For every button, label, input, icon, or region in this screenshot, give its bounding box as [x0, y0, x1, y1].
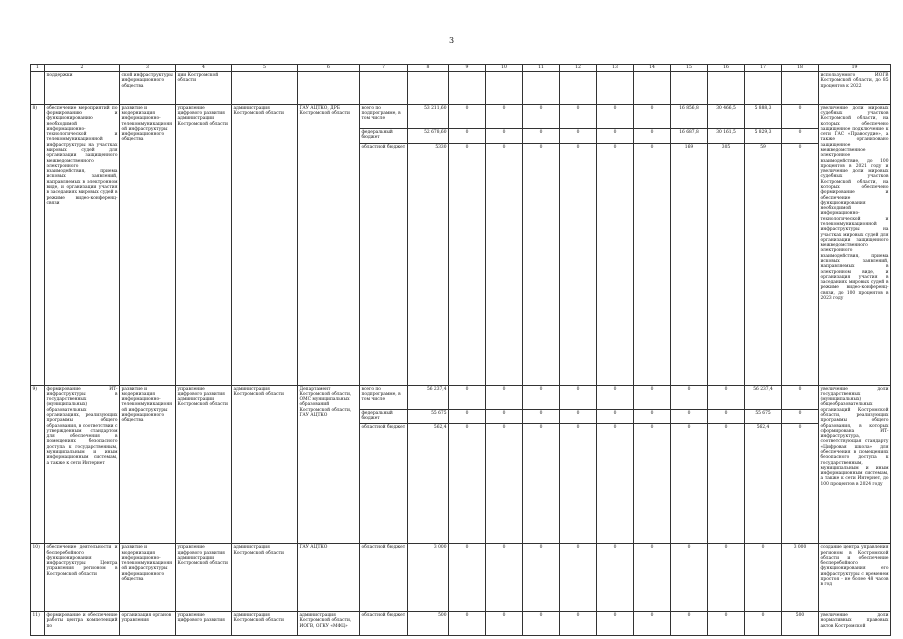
- year-value-cell: 5 888,3: [745, 104, 782, 128]
- year-value-cell: 0: [634, 143, 671, 385]
- funding-source-cell: всего по подпрограмме, в том числе: [360, 385, 408, 409]
- year-value-cell: 0: [634, 544, 671, 612]
- year-value-cell: 0: [449, 611, 486, 635]
- funding-source-cell: федеральный бюджет: [360, 128, 408, 143]
- table-row-continuation: [31, 72, 891, 105]
- year-value-cell: 0: [486, 143, 523, 385]
- column-number: 4: [176, 65, 232, 72]
- year-value-cell: 0: [708, 409, 745, 424]
- column-number: 3: [120, 65, 176, 72]
- result-cell: создание центра управления регионом в Костромской области и обеспечение бесперебойного функционирования его инфраструктуры с временем простоя - не более 48 часов в год: [819, 544, 891, 612]
- year-value-cell: 0: [449, 424, 486, 544]
- year-value-cell: 0: [560, 424, 597, 544]
- year-value-cell: 0: [523, 611, 560, 635]
- executor-cell: ГАУ АЦТКО, ДРБ Костромской области: [298, 104, 360, 385]
- year-value-cell: 0: [486, 409, 523, 424]
- year-value-cell: 16 687,8: [671, 128, 708, 143]
- year-value-cell: 0: [634, 424, 671, 544]
- year-value-cell: 0: [671, 611, 708, 635]
- responsible-cell: управление цифрового развития администрации Костромской области: [176, 544, 232, 612]
- responsible-cell: управление цифрового развития администрации Костромской области: [176, 385, 232, 544]
- year-value-cell: 0: [560, 409, 597, 424]
- administrator-cell: администрация Костромской области: [232, 385, 298, 544]
- measure-name-cell: формирование ИТ-инфраструктуры в государственных (муниципальных) образовательных организациях, реализующих программы общего образования, в соответствии с утвержденным стандартом для обеспечения в помещениях безопасного доступа к государственным, муниципальным и иным информационным системам, а также к сети Интернет: [45, 385, 120, 544]
- year-value-cell: 0: [634, 409, 671, 424]
- result-cell: увеличение доли нормативных правовых актов Костромской: [819, 611, 891, 635]
- measure-name-cell: формирование и обеспечение работы центра компетенций по: [45, 611, 120, 635]
- table-row: [31, 611, 891, 635]
- year-value-cell: 0: [560, 104, 597, 128]
- year-value-cell: 0: [523, 385, 560, 409]
- total-cell: 53 211,60: [408, 104, 449, 128]
- year-value-cell: 0: [560, 611, 597, 635]
- year-value-cell: 0: [449, 544, 486, 612]
- column-number: 13: [597, 65, 634, 72]
- year-value-cell: 0: [486, 104, 523, 128]
- year-value-cell: 0: [671, 409, 708, 424]
- row-number: 8): [31, 104, 45, 385]
- year-value-cell: 0: [486, 128, 523, 143]
- year-value-cell: 0: [449, 104, 486, 128]
- year-value-cell: 0: [486, 544, 523, 612]
- year-value-cell: 0: [597, 128, 634, 143]
- column-number: 14: [634, 65, 671, 72]
- year-value-cell: 0: [708, 544, 745, 612]
- year-value-cell: 0: [634, 128, 671, 143]
- year-value-cell: 0: [486, 385, 523, 409]
- year-value-cell: 305: [708, 143, 745, 385]
- year-value-cell: 0: [634, 611, 671, 635]
- column-number: 1: [31, 65, 45, 72]
- year-value-cell: 0: [782, 409, 819, 424]
- task-cell: организация органов управления: [120, 611, 176, 635]
- year-value-cell: 0: [523, 424, 560, 544]
- year-value-cell: 0: [597, 143, 634, 385]
- row-number: 11): [31, 611, 45, 635]
- funding-source-cell: областной бюджет: [360, 424, 408, 544]
- total-cell: 562,4: [408, 424, 449, 544]
- year-value-cell: 0: [560, 143, 597, 385]
- table-row: [31, 104, 891, 128]
- year-value-cell: 0: [597, 544, 634, 612]
- year-value-cell: 0: [449, 128, 486, 143]
- responsible-cell: ции Костромской области: [176, 72, 232, 105]
- column-number: 10: [486, 65, 523, 72]
- year-value-cell: 0: [708, 385, 745, 409]
- column-number: 8: [408, 65, 449, 72]
- administrator-cell: администрация Костромской области: [232, 544, 298, 612]
- year-value-cell: 0: [523, 409, 560, 424]
- year-value-cell: 0: [782, 104, 819, 128]
- funding-source-cell: областной бюджет: [360, 544, 408, 612]
- page-number: 3: [448, 36, 455, 45]
- year-value-cell: 0: [671, 424, 708, 544]
- table-row: [31, 385, 891, 409]
- year-value-cell: 3 000: [782, 544, 819, 612]
- year-value-cell: 0: [745, 544, 782, 612]
- total-cell: 5330: [408, 143, 449, 385]
- task-cell: развитие и модернизация информационно-телекоммуникационной инфраструктуры информационного общества: [120, 385, 176, 544]
- result-cell: увеличение доли государственных (муниципальных) общеобразовательных организаций Костромской области, реализующих программы общего образования, в которых сформирована ИТ-инфраструктура, соответствующая стандарту «Цифровая школа» для обеспечения в помещениях безопасного доступа к государственным, муниципальным и иным информационным системам, а также к сети Интернет, до 100 процентов в 2024 году: [819, 385, 891, 544]
- measure-name-cell: поддержки: [45, 72, 120, 105]
- responsible-cell: управление цифрового развития администрации Костромской области: [176, 104, 232, 385]
- row-number: 9): [31, 385, 45, 544]
- year-value-cell: 30 161,5: [708, 128, 745, 143]
- funding-source-cell: областной бюджет: [360, 611, 408, 635]
- year-value-cell: 0: [671, 544, 708, 612]
- result-cell: используемого ИОГВ Костромской области, до 85 процентов к 2022: [819, 72, 891, 105]
- year-value-cell: 0: [634, 385, 671, 409]
- year-value-cell: 0: [782, 128, 819, 143]
- column-number: 2: [45, 65, 120, 72]
- column-number-row: [31, 65, 891, 72]
- year-value-cell: 0: [523, 544, 560, 612]
- year-value-cell: 0: [449, 385, 486, 409]
- year-value-cell: 0: [782, 385, 819, 409]
- administrator-cell: администрация Костромской области: [232, 611, 298, 635]
- result-cell: увеличение доли мировых судебных участков Костромской области, на которых обеспечено защищенное подключение к сети ГАС «Правосудие», а также организовано защищенное межведомственное электронное взаимодействие, до 100 процентов в 2021 году и увеличение доли мировых судебных участков Костромской области, на которых обеспечено формирование и обеспечение функционирования необходимой информационно-технологической и телекоммуникационной инфраструктуры на участках мировых судей для организации защищенного межведомственного электронного взаимодействия, приема исковых заявлений, направляемых в электронном виде, и организация участия в заседаниях мировых судей в режиме видео-конференц-связи, до 100 процентов в 2023 году: [819, 104, 891, 385]
- year-value-cell: 59: [745, 143, 782, 385]
- row-number: 10): [31, 544, 45, 612]
- year-value-cell: 0: [486, 611, 523, 635]
- column-number: 17: [745, 65, 782, 72]
- year-value-cell: 0: [449, 409, 486, 424]
- executor-cell: ГАУ АЦТКО: [298, 544, 360, 612]
- total-cell: 500: [408, 611, 449, 635]
- year-value-cell: 562,4: [745, 424, 782, 544]
- year-value-cell: 0: [597, 424, 634, 544]
- year-value-cell: 0: [560, 128, 597, 143]
- year-value-cell: 0: [708, 424, 745, 544]
- column-number: 6: [298, 65, 360, 72]
- year-value-cell: 30 466,5: [708, 104, 745, 128]
- program-table: [30, 64, 891, 636]
- responsible-cell: управление цифрового развития: [176, 611, 232, 635]
- year-value-cell: 0: [560, 544, 597, 612]
- year-value-cell: 0: [671, 385, 708, 409]
- funding-source-cell: федеральный бюджет: [360, 409, 408, 424]
- year-value-cell: 16 856,8: [671, 104, 708, 128]
- task-cell: ской инфраструктуры информационного общества: [120, 72, 176, 105]
- year-value-cell: 0: [486, 424, 523, 544]
- year-value-cell: 0: [449, 143, 486, 385]
- executor-cell: Департамент Костромской области, ОМС муниципальных образований Костромской области, ГАУ АЦТКО: [298, 385, 360, 544]
- year-value-cell: 0: [597, 611, 634, 635]
- measure-name-cell: обеспечение деятельности и бесперебойного функционирования инфраструктуры Центра управления регионом в Костромской области: [45, 544, 120, 612]
- year-value-cell: 169: [671, 143, 708, 385]
- column-number: 11: [523, 65, 560, 72]
- funding-source-cell: всего по подпрограмме, в том числе: [360, 104, 408, 128]
- year-value-cell: 0: [523, 128, 560, 143]
- year-value-cell: 0: [523, 104, 560, 128]
- column-number: 5: [232, 65, 298, 72]
- executor-cell: администрация Костромской области, ИОГВ, ОГКУ «МФЦ»: [298, 611, 360, 635]
- measure-name-cell: обеспечение мероприятий по формированию и функционированию необходимой информационно-технологической и телекоммуникационной инфраструктуры на участках мировых судей для организации защищенного межведомственного электронного взаимодействия, приема исковых заявлений, направляемых в электронном виде, и организации участия в заседаниях мировых судей в режиме видео-конференц-связи: [45, 104, 120, 385]
- column-number: 16: [708, 65, 745, 72]
- column-number: 7: [360, 65, 408, 72]
- year-value-cell: 0: [560, 385, 597, 409]
- funding-source-cell: областной бюджет: [360, 143, 408, 385]
- column-number: 19: [819, 65, 891, 72]
- column-number: 18: [782, 65, 819, 72]
- year-value-cell: 0: [745, 611, 782, 635]
- administrator-cell: администрация Костромской области: [232, 104, 298, 385]
- year-value-cell: 55 675: [745, 409, 782, 424]
- task-cell: развитие и модернизация информационно-телекоммуникационной инфраструктуры информационного общества: [120, 104, 176, 385]
- column-number: 12: [560, 65, 597, 72]
- year-value-cell: 5 829,3: [745, 128, 782, 143]
- total-cell: 3 000: [408, 544, 449, 612]
- column-number: 15: [671, 65, 708, 72]
- year-value-cell: 0: [782, 143, 819, 385]
- year-value-cell: 0: [634, 104, 671, 128]
- year-value-cell: 0: [597, 385, 634, 409]
- year-value-cell: 56 237,4: [745, 385, 782, 409]
- year-value-cell: 0: [782, 424, 819, 544]
- table-row: [31, 544, 891, 612]
- year-value-cell: 0: [708, 611, 745, 635]
- total-cell: 55 675: [408, 409, 449, 424]
- total-cell: 56 237,4: [408, 385, 449, 409]
- year-value-cell: 500: [782, 611, 819, 635]
- year-value-cell: 0: [597, 409, 634, 424]
- total-cell: 52 678,60: [408, 128, 449, 143]
- year-value-cell: 0: [523, 143, 560, 385]
- year-value-cell: 0: [597, 104, 634, 128]
- column-number: 9: [449, 65, 486, 72]
- task-cell: развитие и модернизация информационно-телекоммуникационной инфраструктуры информационного общества: [120, 544, 176, 612]
